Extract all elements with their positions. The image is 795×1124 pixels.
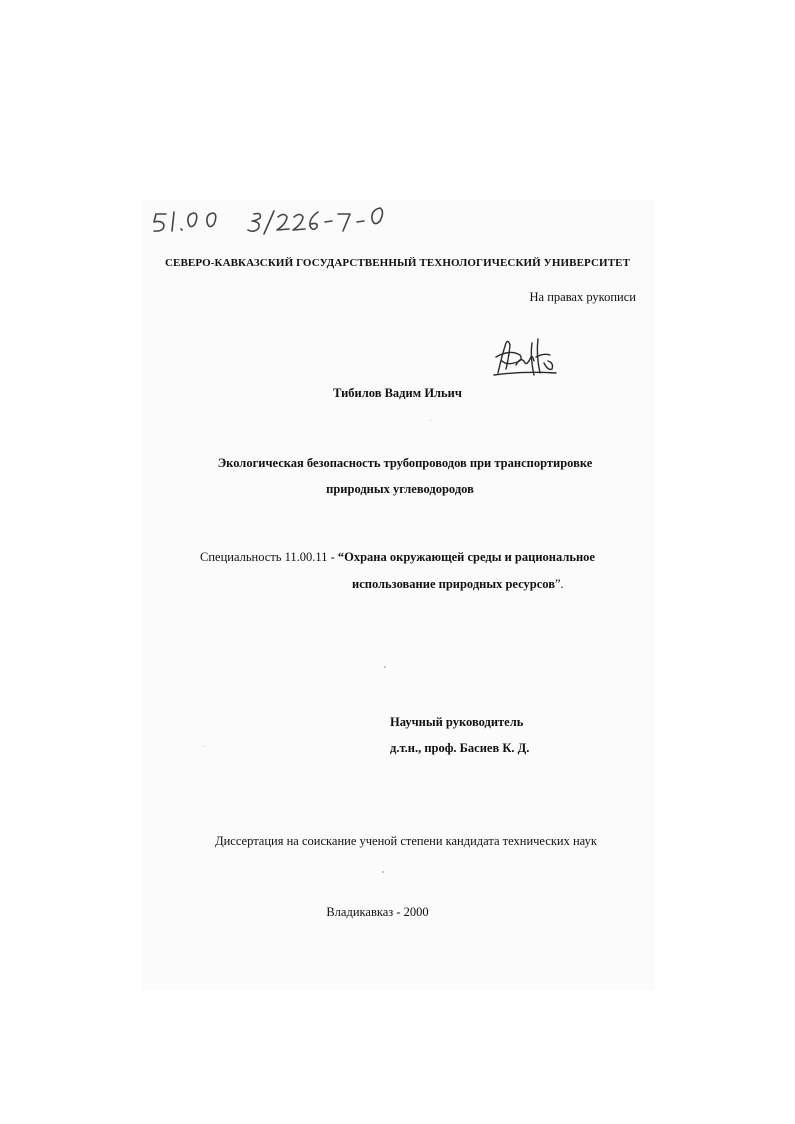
- handwritten-signature-icon: [492, 335, 558, 381]
- specialty-name-1: “Охрана окружающей среды и рациональное: [337, 550, 595, 564]
- advisor-label: Научный руководитель: [390, 715, 524, 729]
- dissertation-note: Диссертация на соискание ученой степени кандидата технических наук: [215, 834, 597, 848]
- scan-speck: [430, 420, 431, 421]
- author-name: Тибилов Вадим Ильич: [333, 386, 462, 400]
- specialty-line-2: [352, 576, 564, 592]
- scan-speck: [382, 871, 384, 873]
- specialty-name-2: использование природных ресурсов: [352, 577, 555, 591]
- specialty-line-1: [200, 549, 595, 565]
- scan-speck: [384, 666, 386, 668]
- manuscript-note: На правах рукописи: [529, 290, 636, 304]
- handwritten-archive-code: [150, 200, 395, 238]
- advisor-name: д.т.н., проф. Басиев К. Д.: [390, 741, 530, 755]
- university-name: СЕВЕРО-КАВКАЗСКИЙ ГОСУДАРСТВЕННЫЙ ТЕХНОЛОГИЧЕСКИЙ УНИВЕРСИТЕТ: [164, 257, 631, 269]
- title-line-2: природных углеводородов: [326, 482, 474, 496]
- specialty-close: ”.: [554, 577, 564, 591]
- scan-area: [143, 200, 655, 990]
- scan-speck: [203, 746, 204, 747]
- city-year: Владикавказ - 2000: [326, 905, 429, 919]
- specialty-prefix: Специальность 11.00.11 -: [200, 550, 338, 564]
- title-line-1: Экологическая безопасность трубопроводов при транспортировке: [217, 456, 593, 470]
